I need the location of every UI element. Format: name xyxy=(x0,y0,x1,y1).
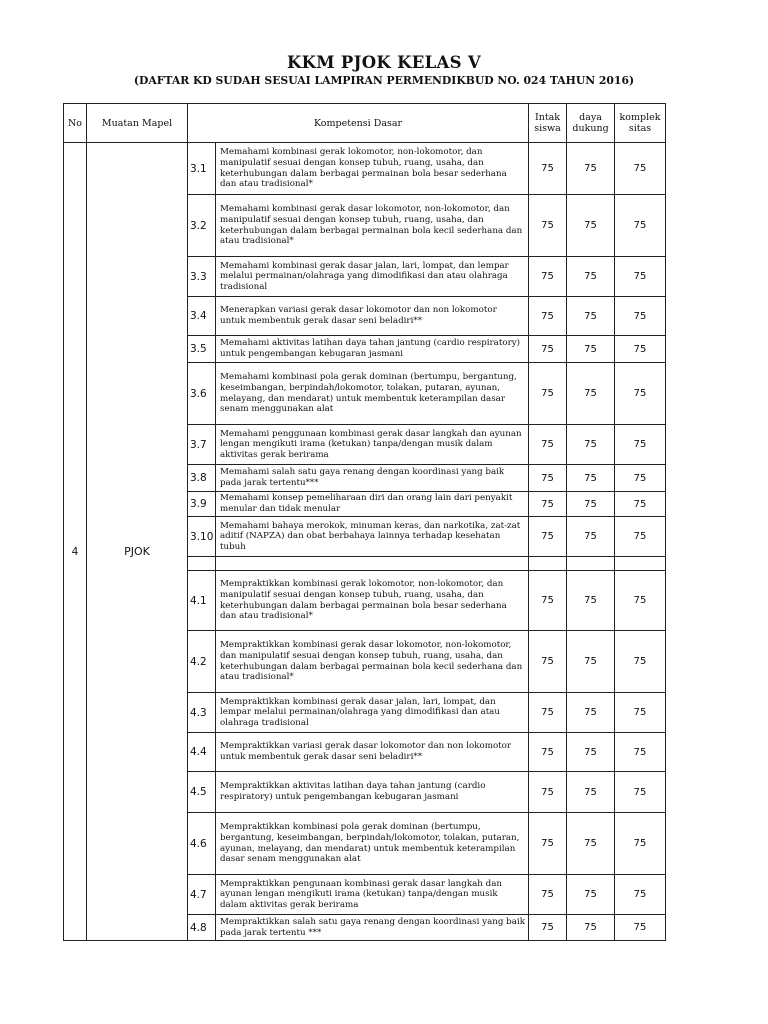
cell-kompleksitas: 75 xyxy=(615,425,666,465)
header-kompetensi-dasar: Kompetensi Dasar xyxy=(188,104,529,143)
cell-daya-dukung: 75 xyxy=(567,517,615,557)
cell-mapel: PJOK xyxy=(87,143,188,941)
cell-daya-dukung: 75 xyxy=(567,813,615,875)
header-no: No xyxy=(64,104,87,143)
cell-kode: 3.7 xyxy=(188,425,216,465)
cell-intake: 75 xyxy=(529,425,567,465)
cell-intake: 75 xyxy=(529,143,567,195)
cell-kompetensi: Memahami kombinasi gerak dasar jalan, lari, lompat, dan lempar melalui permainan/olahraga yang dimodifikasi dan atau olahraga tradisional xyxy=(216,257,529,297)
cell-kode: 3.3 xyxy=(188,257,216,297)
cell-daya-dukung: 75 xyxy=(567,571,615,631)
cell-daya-dukung: 75 xyxy=(567,143,615,195)
cell-intake: 75 xyxy=(529,363,567,425)
cell-kode: 3.10 xyxy=(188,517,216,557)
cell-daya-dukung: 75 xyxy=(567,425,615,465)
document-title: KKM PJOK KELAS V xyxy=(287,53,481,72)
cell-kode: 3.9 xyxy=(188,492,216,517)
table-row xyxy=(64,143,666,195)
table-header-row xyxy=(64,104,666,143)
cell-kompetensi: Mempraktikkan kombinasi gerak dasar jalan, lari, lompat, dan lempar melalui permainan/olahraga yang dimodifikasi dan atau olahraga tradisional xyxy=(216,693,529,733)
cell-kode: 4.6 xyxy=(188,813,216,875)
cell-daya-dukung: 75 xyxy=(567,693,615,733)
cell-daya-dukung: 75 xyxy=(567,631,615,693)
cell-intake: 75 xyxy=(529,733,567,772)
cell-intake: 75 xyxy=(529,297,567,336)
cell-daya-dukung: 75 xyxy=(567,336,615,363)
cell-daya-dukung: 75 xyxy=(567,465,615,492)
cell-kompleksitas: 75 xyxy=(615,465,666,492)
cell-kompleksitas: 75 xyxy=(615,336,666,363)
cell-kompleksitas: 75 xyxy=(615,631,666,693)
cell-kompetensi: Mempraktikkan pengunaan kombinasi gerak dasar langkah dan ayunan lengan mengikuti irama (ketukan) tanpa/dengan musik dalam aktivitas gerak berirama xyxy=(216,875,529,915)
kkm-table xyxy=(63,103,666,941)
cell-kompetensi: Memahami penggunaan kombinasi gerak dasar langkah dan ayunan lengan mengikuti irama (ketukan) tanpa/dengan musik dalam aktivitas gerak berirama xyxy=(216,425,529,465)
header-kompleksitas: komplek sitas xyxy=(615,104,666,143)
cell-daya-dukung: 75 xyxy=(567,257,615,297)
cell-kompetensi: Mempraktikkan salah satu gaya renang dengan koordinasi yang baik pada jarak tertentu *** xyxy=(216,915,529,941)
cell-kompetensi: Mempraktikkan aktivitas latihan daya tahan jantung (cardio respiratory) untuk pengembangan kebugaran jasmani xyxy=(216,772,529,813)
cell-kompetensi: Memahami aktivitas latihan daya tahan jantung (cardio respiratory) untuk pengembangan kebugaran jasmani xyxy=(216,336,529,363)
cell-intake: 75 xyxy=(529,631,567,693)
cell-kompleksitas: 75 xyxy=(615,693,666,733)
cell-daya-dukung: 75 xyxy=(567,915,615,941)
cell-kompleksitas: 75 xyxy=(615,143,666,195)
cell-daya-dukung: 75 xyxy=(567,875,615,915)
cell-kode: 3.5 xyxy=(188,336,216,363)
cell-daya-dukung: 75 xyxy=(567,772,615,813)
cell-kompetensi: Mempraktikkan kombinasi gerak lokomotor, non-lokomotor, dan manipulatif sesuai dengan konsep tubuh, ruang, usaha, dan keterhubungan dalam berbagai permainan bola besar sederhana dan atau tradisional* xyxy=(216,571,529,631)
header-intake-siswa: Intak siswa xyxy=(529,104,567,143)
cell-intake: 75 xyxy=(529,772,567,813)
cell-intake: 75 xyxy=(529,465,567,492)
cell-kompleksitas: 75 xyxy=(615,492,666,517)
cell-daya-dukung: 75 xyxy=(567,363,615,425)
cell-intake: 75 xyxy=(529,813,567,875)
cell-kode: 4.5 xyxy=(188,772,216,813)
cell-intake: 75 xyxy=(529,336,567,363)
cell-intake: 75 xyxy=(529,517,567,557)
cell-kode: 4.8 xyxy=(188,915,216,941)
cell-kode: 3.2 xyxy=(188,195,216,257)
document-subtitle: (DAFTAR KD SUDAH SESUAI LAMPIRAN PERMENDIKBUD NO. 024 TAHUN 2016) xyxy=(133,74,635,87)
cell-kompleksitas: 75 xyxy=(615,363,666,425)
cell-kode: 4.4 xyxy=(188,733,216,772)
cell-kompleksitas: 75 xyxy=(615,875,666,915)
cell-kode: 4.7 xyxy=(188,875,216,915)
cell-daya-dukung: 75 xyxy=(567,733,615,772)
cell-kompleksitas: 75 xyxy=(615,813,666,875)
cell-kode: 3.4 xyxy=(188,297,216,336)
cell-kompetensi: Memahami kombinasi gerak dasar lokomotor, non-lokomotor, dan manipulatif sesuai dengan konsep tubuh, ruang, usaha, dan keterhubungan dalam berbagai permainan bola kecil sederhana dan atau tradisional* xyxy=(216,195,529,257)
cell-kode: 4.2 xyxy=(188,631,216,693)
cell-kompleksitas: 75 xyxy=(615,195,666,257)
cell-kompetensi: Memahami kombinasi gerak lokomotor, non-lokomotor, dan manipulatif sesuai dengan konsep tubuh, ruang, usaha, dan keterhubungan dalam berbagai permainan bola besar sederhana dan atau tradisional* xyxy=(216,143,529,195)
cell-daya-dukung: 75 xyxy=(567,297,615,336)
cell-kode: 3.6 xyxy=(188,363,216,425)
cell-kompetensi: Menerapkan variasi gerak dasar lokomotor dan non lokomotor untuk membentuk gerak dasar seni beladiri** xyxy=(216,297,529,336)
table-body xyxy=(64,143,666,941)
cell-kompleksitas: 75 xyxy=(615,517,666,557)
cell-intake: 75 xyxy=(529,492,567,517)
cell-no: 4 xyxy=(64,143,87,941)
cell-intake: 75 xyxy=(529,693,567,733)
cell-kompetensi: Memahami konsep pemeliharaan diri dan orang lain dari penyakit menular dan tidak menular xyxy=(216,492,529,517)
cell-kode: 3.8 xyxy=(188,465,216,492)
cell-kompleksitas: 75 xyxy=(615,733,666,772)
cell-kompleksitas: 75 xyxy=(615,772,666,813)
cell-intake: 75 xyxy=(529,195,567,257)
cell-kompetensi: Mempraktikkan kombinasi pola gerak dominan (bertumpu, bergantung, keseimbangan, berpindah/lokomotor, tolakan, putaran, ayunan, melayang, dan mendarat) untuk membentuk keterampilan dasar senam menggunakan alat xyxy=(216,813,529,875)
cell-kode: 3.1 xyxy=(188,143,216,195)
cell-daya-dukung: 75 xyxy=(567,492,615,517)
cell-kompleksitas: 75 xyxy=(615,915,666,941)
cell-kompetensi: Mempraktikkan kombinasi gerak dasar lokomotor, non-lokomotor, dan manipulatif sesuai dengan konsep tubuh, ruang, usaha, dan keterhubungan dalam berbagai permainan bola kecil sederhana dan atau tradisional* xyxy=(216,631,529,693)
cell-kompleksitas: 75 xyxy=(615,257,666,297)
cell-kode: 4.1 xyxy=(188,571,216,631)
cell-kompleksitas: 75 xyxy=(615,571,666,631)
cell-intake: 75 xyxy=(529,257,567,297)
cell-kompetensi: Memahami bahaya merokok, minuman keras, dan narkotika, zat-zat aditif (NAPZA) dan obat berbahaya lainnya terhadap kesehatan tubuh xyxy=(216,517,529,557)
cell-kompetensi: Memahami salah satu gaya renang dengan koordinasi yang baik pada jarak tertentu*** xyxy=(216,465,529,492)
header-daya-dukung: daya dukung xyxy=(567,104,615,143)
cell-intake: 75 xyxy=(529,571,567,631)
cell-daya-dukung: 75 xyxy=(567,195,615,257)
cell-kompleksitas: 75 xyxy=(615,297,666,336)
cell-kode: 4.3 xyxy=(188,693,216,733)
cell-kompetensi: Memahami kombinasi pola gerak dominan (bertumpu, bergantung, keseimbangan, berpindah/lokomotor, tolakan, putaran, ayunan, melayang, dan mendarat) untuk membentuk keterampilan dasar senam menggunakan alat xyxy=(216,363,529,425)
cell-intake: 75 xyxy=(529,915,567,941)
cell-intake: 75 xyxy=(529,875,567,915)
cell-kompetensi: Mempraktikkan variasi gerak dasar lokomotor dan non lokomotor untuk membentuk gerak dasar seni beladiri** xyxy=(216,733,529,772)
header-mapel: Muatan Mapel xyxy=(87,104,188,143)
